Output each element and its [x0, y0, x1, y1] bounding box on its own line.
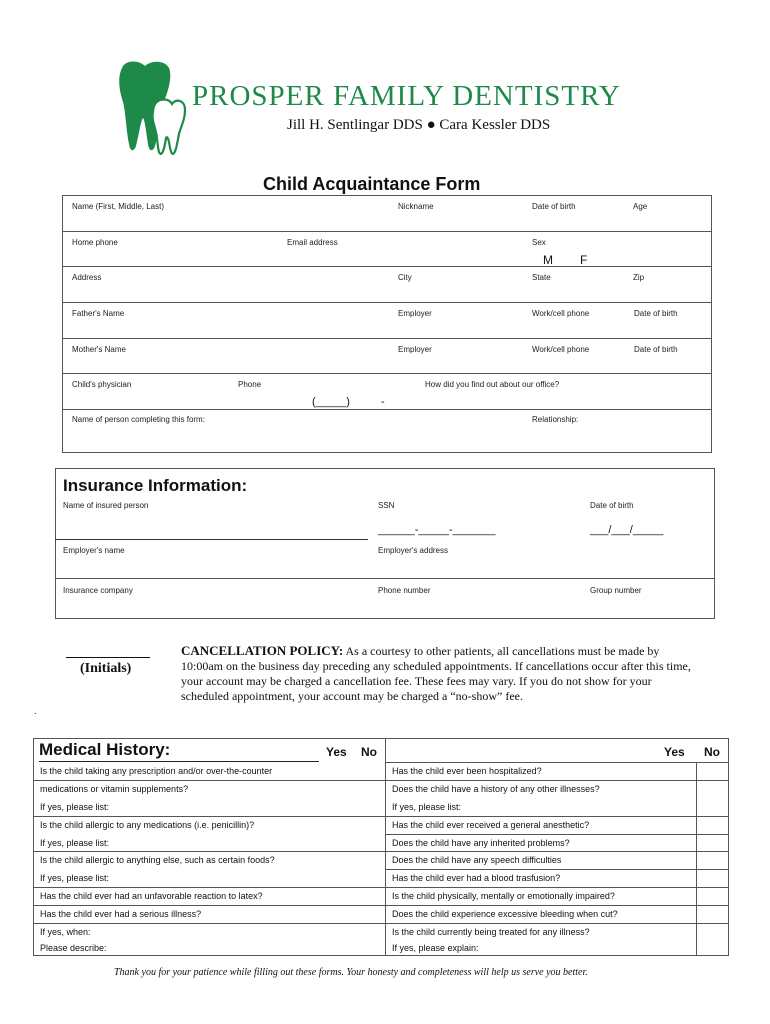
title-underline	[39, 761, 319, 762]
right-question-4: Does the child have any inherited problems?	[392, 838, 570, 848]
left-no-header: No	[361, 745, 377, 759]
right-row-line	[385, 851, 729, 852]
right-question-1: Has the child ever been hospitalized?	[392, 766, 542, 776]
left-list-3: If yes, please list:	[40, 873, 110, 883]
right-question-6: Has the child ever had a blood trasfusion?	[392, 873, 561, 883]
insured-dob-label: Date of birth	[590, 501, 634, 510]
row-divider	[62, 338, 712, 339]
row-divider	[62, 266, 712, 267]
state-label: State	[532, 273, 551, 282]
right-explain: If yes, please explain:	[392, 943, 479, 953]
right-question-2: Does the child have a history of any other illnesses?	[392, 784, 600, 794]
phone-area-code-blank[interactable]: (_____)	[312, 396, 350, 408]
mother-employer-label: Employer	[398, 345, 432, 354]
employer-address-label: Employer's address	[378, 546, 448, 555]
name-label: Name (First, Middle, Last)	[72, 202, 165, 211]
left-question-1b: medications or vitamin supplements?	[40, 784, 189, 794]
phone-dash: -	[381, 396, 385, 408]
practice-name: PROSPER FAMILY DENTISTRY	[192, 80, 621, 112]
insured-dob-blank[interactable]: ___/___/_____	[590, 524, 664, 536]
referral-label: How did you find out about our office?	[425, 380, 560, 389]
right-row-line	[385, 869, 729, 870]
sex-label: Sex	[532, 238, 546, 247]
row-divider	[62, 302, 712, 303]
right-row-line	[385, 923, 729, 924]
address-label: Address	[72, 273, 102, 282]
left-question-4: Has the child ever had an unfavorable reaction to latex?	[40, 891, 263, 901]
cancellation-heading: CANCELLATION POLICY:	[181, 643, 344, 658]
sex-option-m[interactable]: M	[543, 253, 553, 267]
relationship-label: Relationship:	[532, 415, 579, 424]
cancellation-text-2: 10:00am on the business day preceding any scheduled appointments. If cancellations occur after this time,	[181, 659, 691, 673]
left-question-2: Is the child allergic to any medications (i.e. penicillin)?	[40, 820, 255, 830]
tooth-logo-icon	[115, 58, 190, 158]
stray-dot: .	[34, 706, 37, 716]
right-yes-column	[696, 762, 697, 956]
ssn-label: SSN	[378, 501, 395, 510]
right-row-line	[385, 780, 729, 781]
father-phone-label: Work/cell phone	[532, 309, 590, 318]
row-divider	[62, 409, 712, 410]
insurance-phone-label: Phone number	[378, 586, 431, 595]
insured-name-line	[55, 539, 368, 540]
cancellation-text-3: your account may be charged a cancellation fee. These fees may vary. If you do not show for your	[181, 674, 652, 688]
practice-logo	[115, 58, 190, 158]
dob-label: Date of birth	[532, 202, 576, 211]
initials-label: (Initials)	[80, 661, 132, 676]
sex-option-f[interactable]: F	[580, 253, 588, 267]
right-row-line	[385, 887, 729, 888]
insurance-title: Insurance Information:	[63, 476, 248, 495]
father-dob-label: Date of birth	[634, 309, 678, 318]
right-list-2: If yes, please list:	[392, 802, 462, 812]
right-row-line	[385, 762, 729, 763]
cancellation-text-1: As a courtesy to other patients, all cancellations must be made by	[343, 644, 660, 658]
right-row-line	[385, 905, 729, 906]
zip-label: Zip	[633, 273, 645, 282]
insurance-company-label: Insurance company	[63, 586, 133, 595]
insured-name-label: Name of insured person	[63, 501, 149, 510]
left-question-1: Is the child taking any prescription and/or over-the-counter	[40, 766, 273, 776]
left-row-line	[33, 887, 385, 888]
right-question-5: Does the child have any speech difficulties	[392, 855, 562, 865]
right-yes-header: Yes	[664, 745, 685, 759]
city-label: City	[398, 273, 412, 282]
left-row-line	[33, 923, 385, 924]
left-describe: Please describe:	[40, 943, 107, 953]
left-list-1: If yes, please list:	[40, 802, 110, 812]
group-number-label: Group number	[590, 586, 642, 595]
right-no-header: No	[704, 745, 720, 759]
left-when: If yes, when:	[40, 927, 91, 937]
right-question-8: Does the child experience excessive bleeding when cut?	[392, 909, 618, 919]
nickname-label: Nickname	[398, 202, 434, 211]
right-question-7: Is the child physically, mentally or emotionally impaired?	[392, 891, 615, 901]
father-employer-label: Employer	[398, 309, 432, 318]
home-phone-label: Home phone	[72, 238, 118, 247]
mother-phone-label: Work/cell phone	[532, 345, 590, 354]
left-list-2: If yes, please list:	[40, 838, 110, 848]
physician-label: Child's physician	[72, 380, 132, 389]
right-question-3: Has the child ever received a general anesthetic?	[392, 820, 590, 830]
left-question-3: Is the child allergic to anything else, such as certain foods?	[40, 855, 275, 865]
left-row-line	[33, 816, 385, 817]
mother-name-label: Mother's Name	[72, 345, 126, 354]
left-question-5: Has the child ever had a serious illness?	[40, 909, 202, 919]
left-row-line	[33, 780, 385, 781]
ssn-blank[interactable]: ______-_____-_______	[378, 524, 496, 536]
row-divider	[62, 231, 712, 232]
form-title: Child Acquaintance Form	[263, 174, 481, 194]
employer-name-label: Employer's name	[63, 546, 125, 555]
footer-note: Thank you for your patience while filling out these forms. Your honesty and completeness will help us serve you better.	[114, 967, 588, 978]
mother-dob-label: Date of birth	[634, 345, 678, 354]
father-name-label: Father's Name	[72, 309, 125, 318]
right-row-line	[385, 816, 729, 817]
age-label: Age	[633, 202, 648, 211]
right-question-9: Is the child currently being treated for any illness?	[392, 927, 590, 937]
cancellation-text-4: scheduled appointment, your account may be charged a “no-show” fee.	[181, 689, 523, 703]
left-yes-header: Yes	[326, 745, 347, 759]
row-divider	[62, 373, 712, 374]
left-row-line	[33, 851, 385, 852]
right-row-line	[385, 834, 729, 835]
completer-label: Name of person completing this form:	[72, 415, 205, 424]
physician-phone-label: Phone	[238, 380, 262, 389]
doctor-names: Jill H. Sentlingar DDS ● Cara Kessler DDS	[287, 117, 551, 133]
initials-line[interactable]	[66, 657, 150, 658]
cancellation-policy	[181, 643, 691, 704]
medical-history-title: Medical History:	[39, 740, 171, 759]
insurance-divider	[55, 578, 715, 579]
left-row-line	[33, 905, 385, 906]
email-label: Email address	[287, 238, 338, 247]
